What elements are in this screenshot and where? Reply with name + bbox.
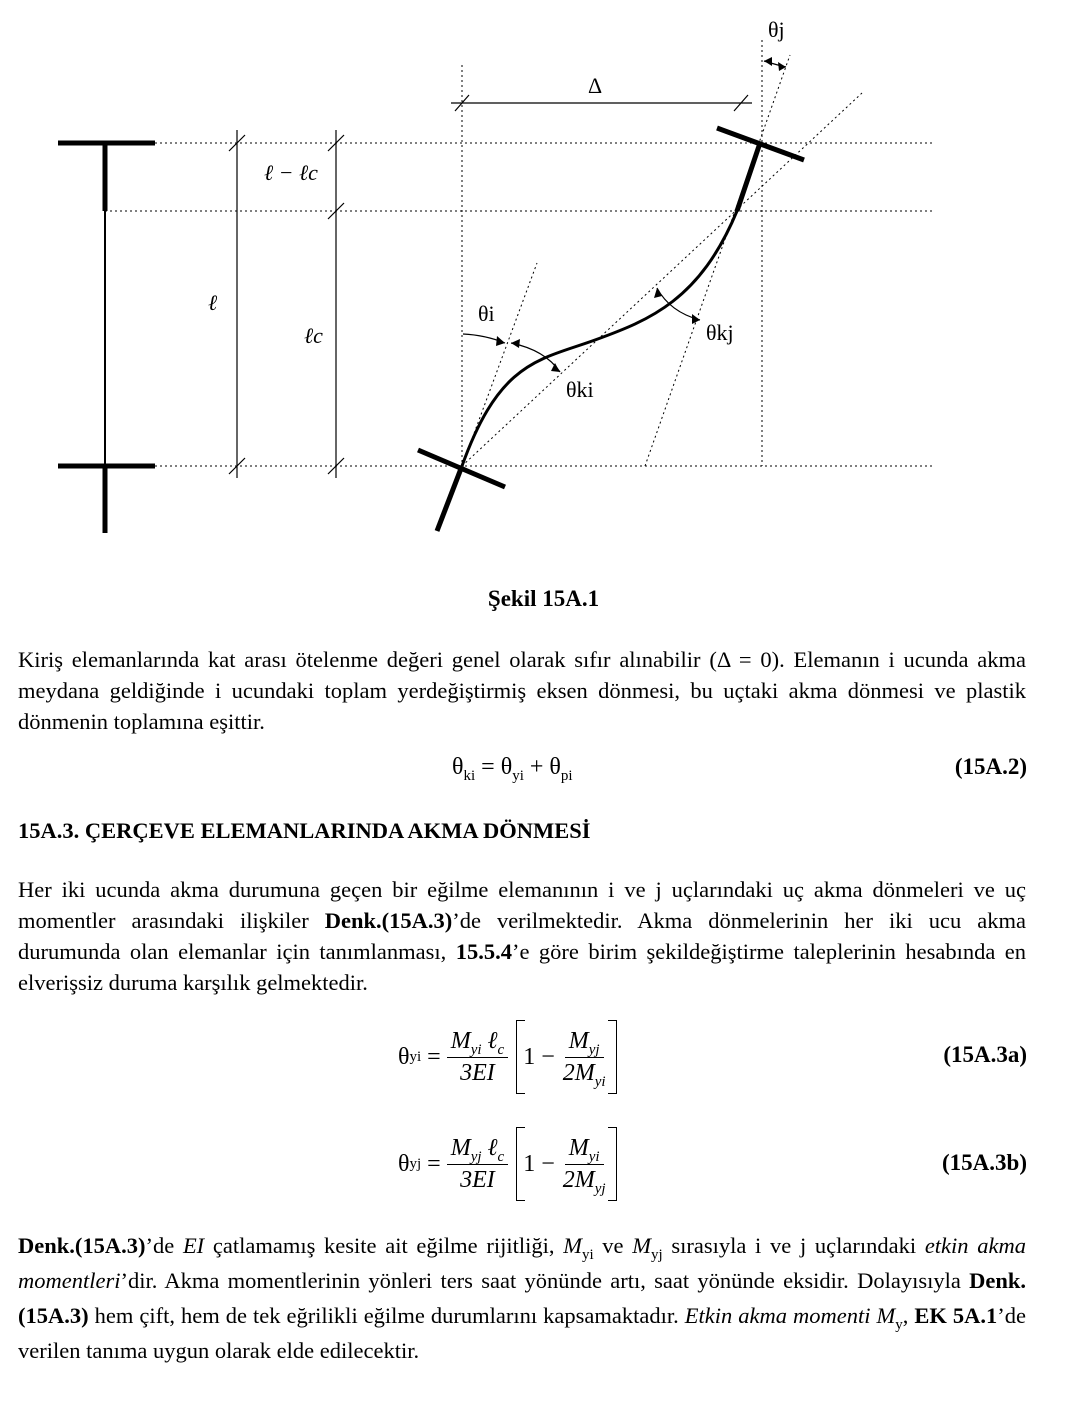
figure-15A1	[0, 0, 1087, 560]
equation-15A3a: θ yi = $\frac{M_{yi} \ell_c}{3EI}$ 1 − $\frac{M_{yj}}{2M_{yi}}$	[398, 1020, 617, 1094]
section-heading: 15A.3. ÇERÇEVE ELEMANLARINDA AKMA DÖNMESİ	[18, 818, 591, 843]
label-l: ℓ	[208, 290, 218, 315]
deformed-member	[418, 128, 804, 531]
label-delta: Δ	[588, 73, 603, 98]
equation-number-15A3b: (15A.3b)	[942, 1150, 1027, 1175]
label-theta-ki: θki	[566, 377, 594, 402]
label-theta-j: θj	[768, 17, 785, 42]
equation-number-15A2: (15A.2)	[954, 754, 1027, 779]
paragraph-2: Her iki ucunda akma durumuna geçen bir eğilme elemanının i ve j uçlarındaki uç akma dönmeleri ve uç momentler arasındaki ilişkiler Denk.(15A.3)’de verilmektedir. Akma dönmelerinin her iki ucu akma durumunda olan elemanlar için tanımlanması, 15.5.4’e göre birim şekildeğiştirme taleplerinin hesabında en elverişsiz duruma karşılık gelmektedir.	[18, 877, 1026, 995]
label-l-minus-lc: ℓ − ℓc	[264, 160, 318, 185]
dotted-guides	[105, 40, 935, 466]
column-schematic	[58, 143, 155, 533]
arrowheads	[496, 57, 786, 372]
p1-text-after: ). Elemanın i ucunda akma meydana geldiğinde i ucundaki toplam yerdeğiştirmiş eksen dönmesi, bu uçtaki akma dönmesi ve plastik dönmenin toplamına eşittir.	[18, 647, 1027, 734]
p1-math: Δ = 0	[716, 647, 772, 672]
p1-text-before: Kiriş elemanlarında kat arası ötelenme değeri genel olarak sıfır alınabilir (	[18, 647, 717, 672]
dimension-lines	[229, 95, 752, 478]
paragraph-1	[18, 644, 1026, 737]
paragraph-3: Denk.(15A.3)’de EI çatlamamış kesite ait eğilme rijitliği, $M_{yi}$ ve $M_{yj}$ sırasıyla i ve j uçlarındaki etkin akma momentleri’dir. Akma momentlerinin yönleri ters saat yönünde artı, saat yönünde eksidir. Dolayısıyla Denk.(15A.3) hem çift, hem de tek eğrilikli eğilme durumlarını kapsamaktadır. Etkin akma momenti $M_y$, EK 5A.1’de verilen tanıma uygun olarak elde edilecektir.	[18, 1233, 1026, 1363]
equation-number-15A3a: (15A.3a)	[943, 1042, 1027, 1067]
label-theta-i: θi	[478, 301, 495, 326]
label-lc: ℓc	[304, 323, 323, 348]
equation-15A2: $\theta_{ki} = \theta_{yi} + \theta_{pi}$	[452, 754, 573, 784]
equation-15A3b: θ yj = $\frac{M_{yj} \ell_c}{3EI}$ 1 − $\frac{M_{yi}}{2M_{yj}}$	[398, 1127, 617, 1201]
figure-caption: Şekil 15A.1	[487, 586, 600, 611]
label-theta-kj: θkj	[706, 320, 734, 345]
